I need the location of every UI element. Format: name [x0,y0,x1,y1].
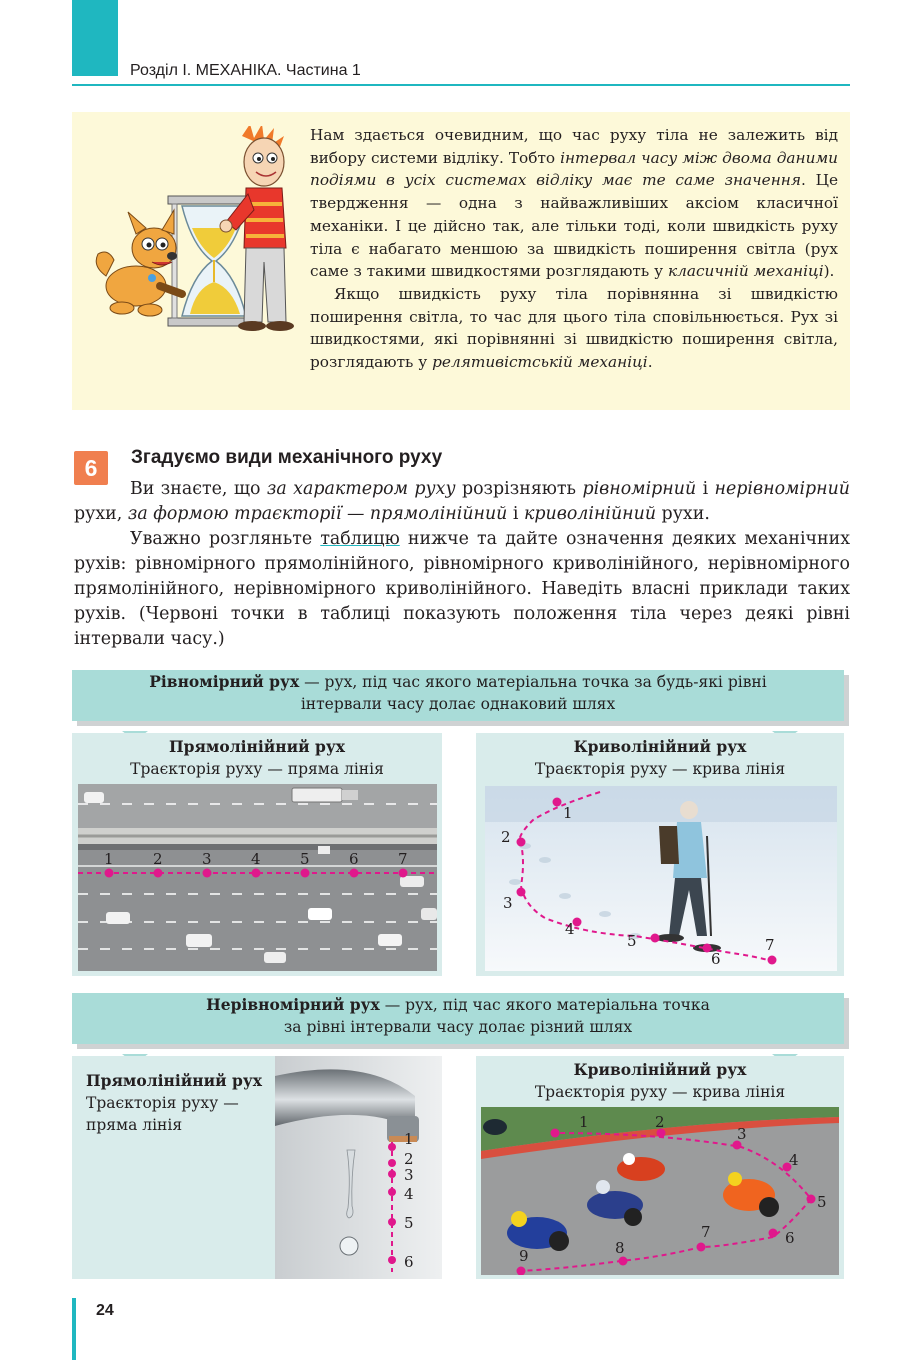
point-label: 3 [202,850,212,868]
point-label: 1 [404,1130,414,1148]
point-label: 7 [701,1223,711,1241]
point-label: 2 [404,1150,414,1168]
point-label: 4 [565,920,575,938]
point-label: 3 [503,894,513,912]
point-label: 2 [655,1113,665,1131]
intro-box [72,112,850,410]
panel-title: Криволінійний рух [573,1060,747,1079]
point-label: 5 [404,1214,414,1232]
point-label: 6 [711,950,721,968]
panel-title: Прямолінійний рух [86,1071,263,1090]
intro-paragraph-1: Нам здається очевидним, що час руху тіла не залежить від вибору системи відліку. Тобто інтервал часу між двома даними подіями в усіх системах відліку має те саме значення. Це твердження — одна з найважливіших аксіом класичної механіки. І це дійсно так, але тільки тоді, коли швидкість руху тіла є набагато меншою за швидкість поширення світла (рух саме з такими швидкостями розглядають у класичній механіці). [310,126,839,281]
point-label: 7 [765,936,775,954]
chapter-tab-marker [72,0,118,76]
nonuniform-curved-panel [476,1056,844,1279]
nonuniform-straight-panel [72,1056,442,1279]
point-label: 8 [615,1239,625,1257]
point-label: 2 [501,828,511,846]
section-paragraph-1: Ви знаєте, що за характером руху розрізняють рівномірний і нерівномірний рухи, за формою траєкторії — прямолінійний і криволінійний рухи. [74,479,851,524]
point-label: 6 [349,850,359,868]
section-paragraph-2: Уважно розгляньте таблицю нижче та дайте означення деяких механічних рухів: рівномірного прямолінійного, рівномірного криволінійного, нерівномірного прямолінійного, нерівномірного криволінійного. Наведіть власні приклади таких рухів. (Червоні точки в таблиці показують положення тіла через деякі рівні інтервали часу.) [74,529,851,649]
point-label: 7 [398,850,408,868]
highway-photo [78,784,437,971]
point-label: 4 [789,1151,799,1169]
intro-paragraph-2: Якщо швидкість руху тіла порівнянна зі швидкістю поширення світла, то час для цього тіла сповільнюється. Рух зі швидкостями, які порівнянні зі швидкістю поширення світла, розглядають у релятивістській механіці. [310,284,838,372]
point-label: 2 [153,850,163,868]
point-label: 4 [251,850,261,868]
header-rule [72,84,850,86]
running-header: Розділ І. МЕХАНІКА. Частина 1 [130,62,361,79]
uniform-motion-definition: Рівномірний рух — рух, під час якого матеріальна точка за будь-які рівні інтервали часу долає однаковий шлях [72,670,844,721]
snowshoe-hiker-photo [485,786,837,971]
point-label: 1 [579,1113,589,1131]
point-label: 1 [104,850,114,868]
point-label: 5 [300,850,310,868]
point-label: 1 [563,804,573,822]
intro-text [310,124,838,374]
uniform-straight-panel [72,733,442,976]
table-link[interactable]: таблицю [320,529,400,549]
panel-subtitle: Траєкторія руху — крива лінія [534,760,786,778]
point-label: 6 [404,1253,414,1271]
point-label: 3 [737,1125,747,1143]
hourglass-cartoon-illustration [86,126,306,332]
dripping-faucet-photo [275,1056,442,1279]
nonuniform-motion-definition: Нерівномірний рух — рух, під час якого матеріальна точка за рівні інтервали часу долає різний шлях [72,993,844,1044]
panel-subtitle: Траєкторія руху — [86,1094,239,1112]
section-body [74,477,850,652]
uniform-curved-panel [476,733,844,976]
panel-subtitle-line2: пряма лінія [86,1116,183,1134]
page-number-rule [72,1298,76,1360]
point-label: 5 [627,932,637,950]
panel-title: Прямолінійний рух [168,737,345,756]
panel-title: Криволінійний рух [573,737,747,756]
point-label: 5 [817,1193,827,1211]
motorcycle-race-photo [481,1107,839,1275]
point-label: 6 [785,1229,795,1247]
point-label: 4 [404,1185,414,1203]
point-label: 3 [404,1166,414,1184]
panel-subtitle: Траєкторія руху — крива лінія [534,1083,786,1101]
panel-subtitle: Траєкторія руху — пряма лінія [130,760,384,778]
section-number-badge: 6 [74,451,108,485]
page-number: 24 [96,1302,114,1319]
point-label: 9 [519,1247,529,1265]
section-title: Згадуємо види механічного руху [131,447,443,468]
